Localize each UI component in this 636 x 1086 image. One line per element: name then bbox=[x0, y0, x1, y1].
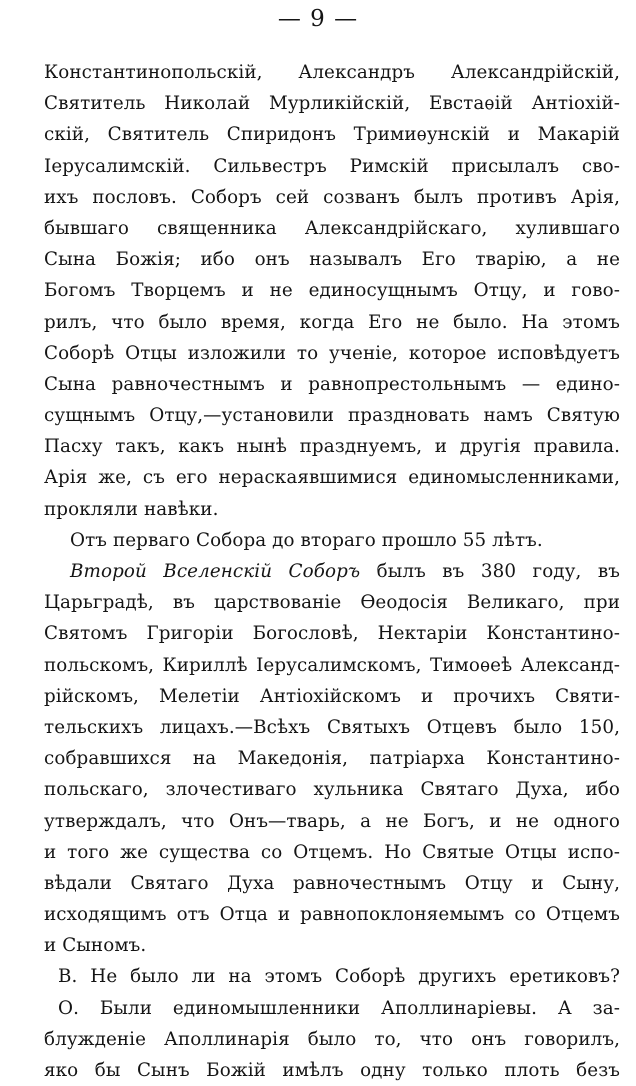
text-line: прокляли навѣки. bbox=[44, 498, 219, 520]
text-line: утверждалъ, что Онъ—тварь, а не Богъ, и не одного bbox=[44, 810, 620, 832]
page-text bbox=[44, 57, 620, 1086]
page-number: — 9 — bbox=[277, 6, 359, 32]
text-line: Пасху такъ, какъ нынѣ празднуемъ, и другія правила. bbox=[44, 436, 620, 458]
text-line: рійскомъ, Мелетіи Антіохійскомъ и прочихъ Святи- bbox=[44, 685, 620, 707]
question-line: В. Не было ли на этомъ Соборѣ другихъ еретиковъ? bbox=[58, 966, 620, 988]
text-line: ихъ пословъ. Соборъ сей созванъ былъ противъ Арія, bbox=[44, 186, 620, 208]
text-line: Отъ перваго Собора до втораго прошло 55 лѣтъ. bbox=[70, 529, 543, 551]
answer-line: О. Были единомышленники Аполлинаріевы. А за- bbox=[58, 997, 620, 1019]
text-line: тельскихъ лицахъ.—Всѣхъ Святыхъ Отцевъ было 150, bbox=[44, 716, 620, 738]
text-line: польскомъ, Кириллѣ Іерусалимскомъ, Тимоѳеѣ Александ- bbox=[44, 654, 620, 676]
text-line: Соборѣ Отцы изложили то ученіе, которое исповѣдуетъ bbox=[44, 342, 620, 364]
text-line: собравшихся на Македонія, патріарха Константино- bbox=[44, 748, 620, 770]
text-line: Арія же, съ его нераскаявшимися единомысленниками, bbox=[44, 467, 620, 489]
text-line: Святитель Николай Мурликійскій, Евстаѳій Антіохій- bbox=[44, 93, 620, 115]
text-line: Царьградѣ, въ царствованіе Ѳеодосія Великаго, при bbox=[44, 592, 620, 614]
text-line: Богомъ Творцемъ и не единосущнымъ Отцу, и гово- bbox=[44, 280, 620, 302]
text-line: блужденіе Аполлинарія было то, что онъ говорилъ, bbox=[44, 1028, 620, 1050]
text-segment: былъ въ 380 году, въ bbox=[360, 561, 621, 582]
text-line: Святомъ Григоріи Богословѣ, Нектаріи Константино- bbox=[44, 623, 620, 645]
text-line: исходящимъ отъ Отца и равнопоклоняемымъ со Отцемъ bbox=[44, 904, 620, 926]
text-line: вѣдали Святаго Духа равночестнымъ Отцу и Сыну, bbox=[44, 872, 620, 894]
text-line: скій, Святитель Спиридонъ Тримиѳунскій и Макарій bbox=[44, 124, 620, 146]
text-line: Сына равночестнымъ и равнопрестольнымъ — едино- bbox=[44, 373, 620, 395]
text-line: яко бы Сынъ Божій имѣлъ одну только плоть безъ bbox=[44, 1060, 620, 1081]
text-line: рилъ, что было время, когда Его не было. На этомъ bbox=[44, 311, 620, 333]
text-line: Іерусалимскій. Сильвестръ Римскій присылалъ сво- bbox=[44, 155, 620, 177]
text-line: польскаго, злочестиваго хульника Святаго Духа, ибо bbox=[44, 779, 620, 801]
text-line: Сына Божія; ибо онъ называлъ Его тварію, а не bbox=[44, 249, 620, 271]
text-line: Константинопольскій, Александръ Александрійскій, bbox=[44, 62, 620, 83]
text-line: и Сыномъ. bbox=[44, 935, 147, 957]
text-line: бывшаго священника Александрійскаго, хулившаго bbox=[44, 217, 620, 239]
text-line bbox=[44, 556, 620, 587]
section-heading-italic: Второй Вселенскій Соборъ bbox=[70, 561, 361, 582]
text-line: сущнымъ Отцу,—установили праздновать намъ Святую bbox=[44, 405, 620, 427]
text-line: и того же существа со Отцемъ. Но Святые Отцы испо- bbox=[44, 841, 620, 863]
